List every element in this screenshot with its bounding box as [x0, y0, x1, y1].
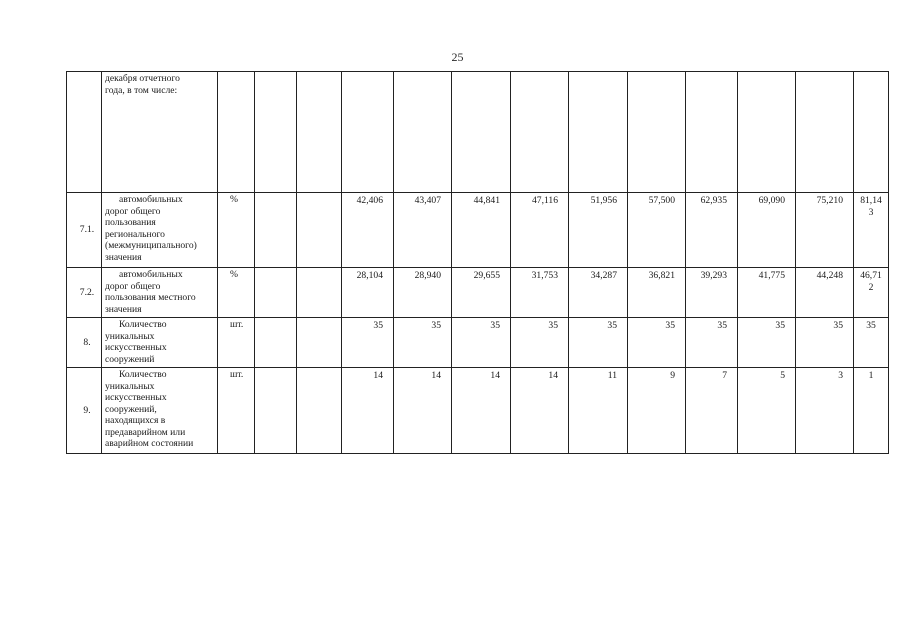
row-number-cell: 8. [67, 318, 102, 368]
value-cell: 35 [569, 318, 628, 368]
value-cell: 29,655 [452, 268, 511, 318]
table-body [67, 72, 889, 454]
value-cell [452, 72, 511, 193]
indicator-name-line [105, 281, 214, 293]
indicator-name-cell [102, 72, 218, 193]
value-cell: 44,841 [452, 193, 511, 268]
indicator-name-cell [102, 318, 218, 368]
value-line: 3 [868, 207, 874, 218]
indicator-name-line [105, 194, 214, 206]
indicators-table [66, 71, 889, 454]
unit-cell: шт. [218, 368, 255, 454]
indicator-name-text: сооружений, [105, 403, 157, 415]
empty-cell [297, 268, 342, 318]
empty-cell [255, 193, 297, 268]
value-cell: 62,935 [686, 193, 738, 268]
indicator-name-text: аварийном состоянии [105, 438, 194, 449]
empty-cell [297, 72, 342, 193]
indicator-name-line [105, 217, 214, 229]
value-cell: 3 [796, 368, 854, 454]
indicator-name-line [105, 73, 214, 85]
value-cell: 35 [452, 318, 511, 368]
indicator-name-cell [102, 268, 218, 318]
value-cell: 9 [628, 368, 686, 454]
value-line: 81,14 [860, 195, 882, 206]
indicator-name-text: искусственных [105, 392, 167, 403]
indicator-name-text: автомобильных [119, 269, 183, 280]
value-cell: 41,775 [738, 268, 796, 318]
indicator-name-text: значения [105, 303, 142, 315]
indicator-name-line [105, 319, 214, 331]
empty-cell [297, 368, 342, 454]
value-cell: 35 [686, 318, 738, 368]
page-number: 25 [451, 50, 464, 64]
value-cell [738, 72, 796, 193]
value-cell-last [854, 268, 889, 318]
value-cell: 75,210 [796, 193, 854, 268]
table-row [67, 268, 889, 318]
indicator-name-text: сооружений [105, 353, 155, 365]
empty-cell [297, 318, 342, 368]
indicator-name-cell [102, 193, 218, 268]
empty-cell [255, 368, 297, 454]
value-cell [394, 72, 452, 193]
value-cell: 35 [511, 318, 569, 368]
value-cell [511, 72, 569, 193]
indicator-name-text: (межмуниципального) [105, 240, 197, 251]
indicator-name-text: Количество [119, 319, 167, 330]
value-cell: 35 [738, 318, 796, 368]
value-cell: 36,821 [628, 268, 686, 318]
empty-cell [297, 193, 342, 268]
value-cell: 34,287 [569, 268, 628, 318]
value-cell-last [854, 368, 889, 454]
indicator-name-text: года, в том числе: [105, 84, 178, 96]
indicator-name-text: значения [105, 251, 142, 263]
row-number-cell [67, 72, 102, 193]
row-number-cell: 7.1. [67, 193, 102, 268]
value-cell-last [854, 318, 889, 368]
value-cell: 39,293 [686, 268, 738, 318]
indicator-name-text: находящихся в [105, 415, 166, 426]
indicator-name-text: автомобильных [119, 194, 183, 205]
value-line: 46,71 [860, 270, 882, 281]
indicator-name-line [105, 292, 214, 304]
value-cell [686, 72, 738, 193]
value-line: 35 [866, 320, 876, 331]
indicator-name-line [105, 381, 214, 393]
indicator-name-text: дорог общего [105, 205, 161, 217]
value-cell [796, 72, 854, 193]
indicator-name-line [105, 415, 214, 427]
indicator-name-line [105, 331, 214, 343]
value-cell: 43,407 [394, 193, 452, 268]
indicator-name-line [105, 354, 214, 366]
indicator-name-line [105, 240, 214, 252]
value-line: 1 [868, 370, 874, 381]
indicator-name-text: уникальных [105, 380, 155, 392]
row-number-cell: 7.2. [67, 268, 102, 318]
value-cell: 69,090 [738, 193, 796, 268]
indicator-name-text: пользования [105, 217, 156, 228]
empty-cell [255, 72, 297, 193]
table-row [67, 193, 889, 268]
indicator-name-line [105, 438, 214, 450]
value-cell: 35 [394, 318, 452, 368]
indicator-name-line [105, 206, 214, 218]
value-cell: 35 [628, 318, 686, 368]
value-cell: 47,116 [511, 193, 569, 268]
indicator-name-text: уникальных [105, 330, 155, 342]
empty-cell [255, 318, 297, 368]
value-cell: 5 [738, 368, 796, 454]
value-cell-last [854, 72, 889, 193]
indicator-name-text: пользования местного [105, 292, 196, 303]
value-cell [628, 72, 686, 193]
table-row [67, 318, 889, 368]
indicators-table-wrapper [66, 71, 889, 454]
unit-cell: шт. [218, 318, 255, 368]
value-cell: 42,406 [342, 193, 394, 268]
value-cell: 35 [342, 318, 394, 368]
value-cell: 28,104 [342, 268, 394, 318]
indicator-name-line [105, 392, 214, 404]
value-cell: 14 [511, 368, 569, 454]
value-cell: 31,753 [511, 268, 569, 318]
value-line: 2 [868, 282, 874, 293]
indicator-name-line [105, 404, 214, 416]
indicator-name-text: предаварийном или [105, 426, 186, 438]
unit-cell: % [218, 268, 255, 318]
indicator-name-text: декабря отчетного [105, 73, 180, 84]
table-row [67, 368, 889, 454]
row-number-cell: 9. [67, 368, 102, 454]
indicator-name-line [105, 369, 214, 381]
value-cell: 11 [569, 368, 628, 454]
indicator-name-text: Количество [119, 369, 167, 380]
value-cell: 35 [796, 318, 854, 368]
indicator-name-line [105, 85, 214, 97]
value-cell: 51,956 [569, 193, 628, 268]
indicator-name-line [105, 304, 214, 316]
indicator-name-line [105, 252, 214, 264]
value-cell: 44,248 [796, 268, 854, 318]
value-cell: 7 [686, 368, 738, 454]
indicator-name-text: искусственных [105, 342, 167, 353]
unit-cell: % [218, 193, 255, 268]
indicator-name-text: дорог общего [105, 280, 161, 292]
indicator-name-line [105, 342, 214, 354]
indicator-name-line [105, 427, 214, 439]
indicator-name-cell [102, 368, 218, 454]
value-cell: 28,940 [394, 268, 452, 318]
value-cell: 14 [342, 368, 394, 454]
unit-cell [218, 72, 255, 193]
indicator-name-line [105, 269, 214, 281]
empty-cell [255, 268, 297, 318]
value-cell [569, 72, 628, 193]
table-row [67, 72, 889, 193]
value-cell [342, 72, 394, 193]
value-cell: 57,500 [628, 193, 686, 268]
indicator-name-line [105, 229, 214, 241]
value-cell: 14 [452, 368, 511, 454]
value-cell: 14 [394, 368, 452, 454]
value-cell-last [854, 193, 889, 268]
indicator-name-text: регионального [105, 228, 165, 240]
